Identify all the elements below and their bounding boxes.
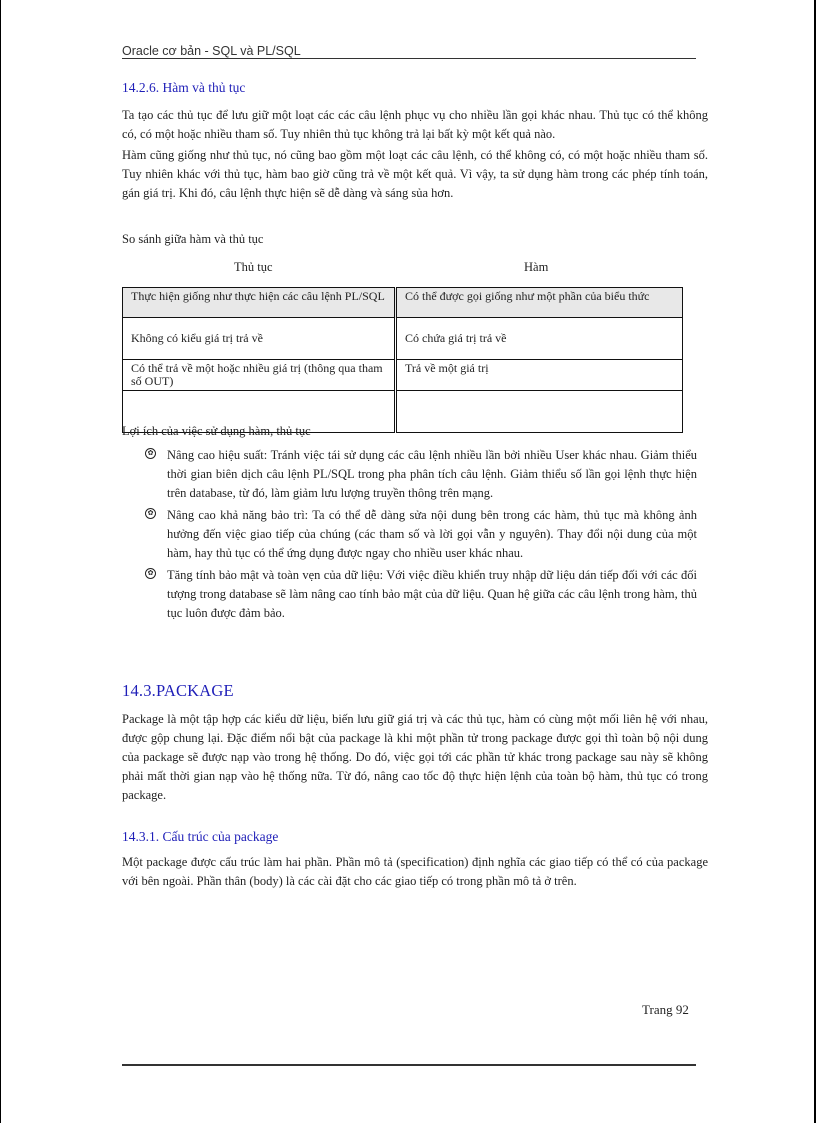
header-rule <box>122 58 696 59</box>
table-row <box>123 360 683 391</box>
list-item <box>145 506 697 563</box>
table-cell-function: Có thể được gọi giống như một phần của biểu thức <box>396 288 683 318</box>
running-header: Oracle cơ bản - SQL và PL/SQL <box>122 44 301 58</box>
column-header-function: Hàm <box>524 260 549 274</box>
list-item <box>145 566 697 623</box>
benefit-text: Nâng cao hiệu suất: Tránh việc tái sử dụng các câu lệnh nhiều lần bởi nhiều User khác nhau. Giảm thiểu thời gian biên dịch câu lệnh PL/SQL trong pha phân tích câu lệnh. Giảm thiểu số lần gọi lệnh thực hiện trên database, từ đó, làm giảm lưu lượng truyền thông trên mạng. <box>167 448 697 500</box>
table-cell-function: Có chứa giá trị trả về <box>396 318 683 360</box>
list-item <box>145 446 697 503</box>
paragraph-procedures: Ta tạo các thủ tục để lưu giữ một loạt các các câu lệnh phục vụ cho nhiều lần gọi khác nhau. Thủ tục có thể không có, có một hoặc nhiều tham số. Tuy nhiên thủ tục không trả lại bất kỳ một kết quả nào. <box>122 108 708 141</box>
comparison-table <box>122 287 683 433</box>
compare-label: So sánh giữa hàm và thủ tục <box>122 232 264 246</box>
page-border-left <box>0 0 1 1123</box>
paragraph-package: Package là một tập hợp các kiểu dữ liệu, biến lưu giữ giá trị và các thủ tục, hàm có cùng một mối liên hệ với nhau, được gộp chung lại. Đặc điểm nổi bật của package là khi một phần tử trong package được gọi thì toàn bộ nội dung của package sẽ được nạp vào trong hệ thống. Do đó, việc gọi tới các phần tử khác trong package sau này sẽ không phải mất thời gian nạp vào hệ thống nữa. Từ đó, nâng cao tốc độ thực hiện lệnh của toàn bộ hàm, thủ tục có trong package. <box>122 712 708 802</box>
heading-package-structure: 14.3.1. Cấu trúc của package <box>122 829 279 844</box>
paragraph-package-structure: Một package được cấu trúc làm hai phần. Phần mô tả (specification) định nghĩa các giao tiếp có thể có của package với bên ngoài. Phần thân (body) là các cài đặt cho các giao tiếp có trong phần mô tả ở trên. <box>122 855 708 888</box>
footer-rule <box>122 1064 696 1066</box>
heading-package: 14.3.PACKAGE <box>122 681 234 700</box>
paragraph-functions: Hàm cũng giống như thủ tục, nó cũng bao gồm một loạt các câu lệnh, có thể không có, có một hoặc nhiều tham số. Tuy nhiên khác với thủ tục, hàm bao giờ cũng trả về một kết quả. Vì vậy, ta sử dụng hàm trong các phép tính toán, gán giá trị. Khi đó, câu lệnh thực hiện sẽ dễ dàng và sáng sủa hơn. <box>122 148 708 200</box>
circled-bullet-icon: ✿ <box>145 448 156 459</box>
heading-functions-procedures: 14.2.6. Hàm và thủ tục <box>122 80 246 95</box>
column-header-procedure: Thủ tục <box>234 260 273 274</box>
table-cell-function: Trả về một giá trị <box>396 360 683 391</box>
page-number: Trang 92 <box>642 1002 689 1017</box>
table-row <box>123 318 683 360</box>
benefit-text: Nâng cao khả năng bảo trì: Ta có thể dễ dàng sửa nội dung bên trong các hàm, thủ tục mà không ảnh hưởng đến việc giao tiếp của chúng (các tham số và lời gọi vẫn y nguyên). Thay đổi nội dung của một hàm, hay thủ tục có thể ứng dụng được ngay cho nhiều user khác nhau. <box>167 508 697 560</box>
circled-bullet-icon: ✿ <box>145 568 156 579</box>
table-row <box>123 288 683 318</box>
benefits-list <box>145 446 697 626</box>
benefits-intro: Lợi ích của việc sử dụng hàm, thủ tục <box>122 424 311 438</box>
table-cell-function <box>396 391 683 433</box>
benefit-text: Tăng tính bảo mật và toàn vẹn của dữ liệu: Với việc điều khiển truy nhập dữ liệu dán tiếp đối với các đối tượng trong database sẽ làm nâng cao tính bảo mật của dữ liệu. Quan hệ giữa các câu lệnh trong hàm, thủ tục luôn được đảm bảo. <box>167 568 697 620</box>
table-cell-procedure: Không có kiểu giá trị trả về <box>123 318 396 360</box>
table-cell-procedure: Có thể trả về một hoặc nhiều giá trị (thông qua tham số OUT) <box>123 360 396 391</box>
circled-bullet-icon: ✿ <box>145 508 156 519</box>
table-cell-procedure: Thực hiện giống như thực hiện các câu lệnh PL/SQL <box>123 288 396 318</box>
